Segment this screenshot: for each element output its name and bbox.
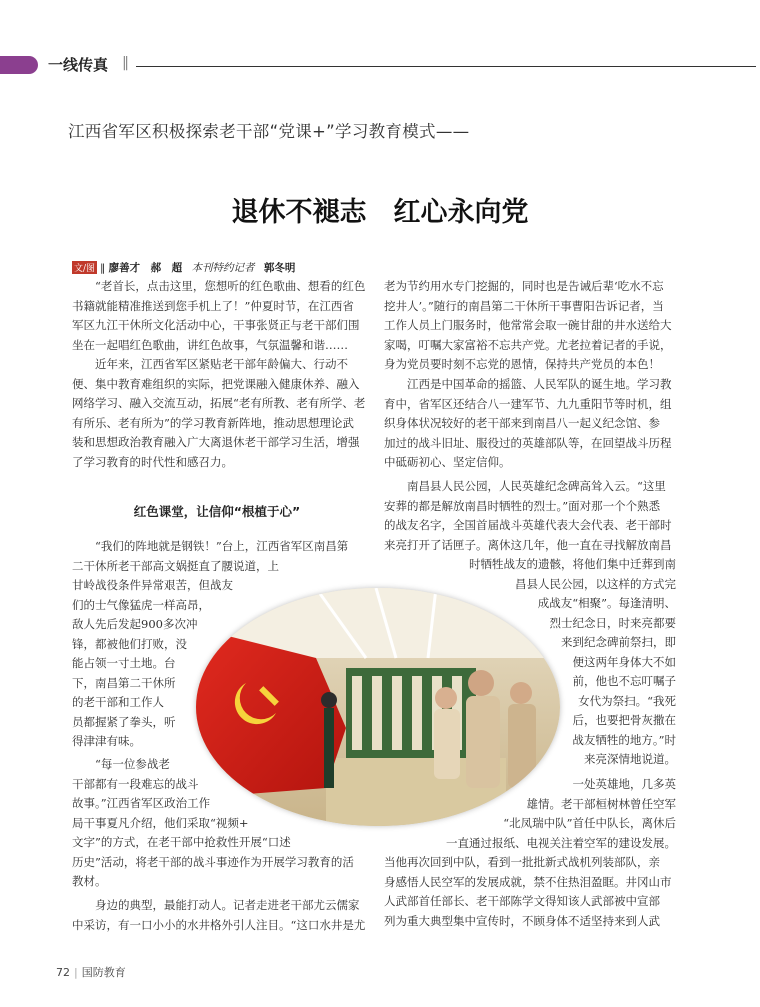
text-line: 坐在一起唱红色歌曲，讲红色故事，气氛温馨和谐…… [72, 337, 348, 352]
text-line: 家喝，叮嘱大家富裕不忘共产党。尤老拉着记者的手说， [384, 337, 672, 352]
text-line: 的战友名字，全国首届战斗英雄代表大会代表、老干部时 [384, 518, 672, 532]
article-subtitle: 江西省军区积极探索老干部“党课+”学习教育模式—— [68, 122, 470, 141]
magazine-name: 国防教育 [81, 966, 126, 979]
text-line: 织身体状况较好的老干部来到南昌八一起义纪念馆、参 [384, 416, 660, 430]
right-paragraph-1 [384, 277, 676, 375]
section-header [0, 52, 760, 78]
header-rule [136, 66, 756, 67]
text-line: 局干事夏凡介绍，他们采取“视频+ [72, 815, 249, 830]
text-line: 身边的典型，最能打动人。记者走进老干部尤云儒家 [72, 898, 360, 912]
text-line: 雄情。老干部桓树林曾任空军 [526, 796, 676, 811]
photo-illustration [196, 588, 560, 826]
text-line: 后，也要把骨灰撒在 [572, 713, 676, 727]
text-line: “我们的阵地就是钢铁！”台上，江西省军区南昌第 [72, 539, 349, 553]
text-line: 教材。 [72, 874, 107, 888]
text-line: 锋，都被他们打败，没 [72, 636, 187, 651]
text-line: 列为重大典型集中宣传时，不顾身体不适坚持来到人武 [384, 913, 660, 928]
text-line: 工作人员上门服务时，他常常会取一碗甘甜的井水送给大 [384, 318, 672, 332]
page-number: 72 [56, 966, 70, 979]
text-line: 来亮深情地说道。 [584, 752, 676, 766]
left-paragraph-2 [72, 355, 364, 472]
text-line: 女代为祭扫。“我死 [578, 693, 676, 708]
section-tab-marker [0, 56, 38, 74]
byline-reporter: 郭冬明 [263, 262, 296, 274]
text-line: 身感悟人民空军的发展成就，禁不住热泪盈眶。井冈山市 [384, 874, 672, 889]
text-line: 故事。”江西省军区政治工作 [72, 796, 211, 810]
text-line: 南昌县人民公园，人民英雄纪念碑高耸入云。“这里 [384, 479, 666, 493]
text-line: 得津津有味。 [72, 734, 141, 748]
text-line: 老为节约用水专门挖掘的，同时也是告诫后辈‘吃水不忘 [384, 279, 664, 293]
byline-badge: 文/图 [72, 261, 97, 274]
text-line: 昌县人民公园，以这样的方式完 [515, 576, 676, 591]
text-line: 战友牺牲的地方。”时 [572, 732, 676, 747]
text-line: “老首长，点击这里，您想听的红色歌曲、想看的红色 [72, 279, 366, 293]
text-line: 二干休所老干部高文娲挺直了腰说道，上 [72, 558, 279, 573]
left-paragraph-1 [72, 277, 364, 355]
text-line: 们的士气像猛虎一样高昂， [72, 597, 210, 612]
text-line: 了学习教育的时代性和感召力。 [72, 454, 233, 469]
text-line: 甘岭战役条件异常艰苦，但战友 [72, 578, 233, 592]
text-line: 干部都有一段难忘的战斗 [72, 776, 199, 791]
byline [72, 260, 295, 275]
text-line: 人武部首任部长、老干部陈学文得知该人武部被中宣部 [384, 894, 660, 908]
text-line: 下，南昌第二干休所 [72, 675, 176, 690]
section-separator: ‖ [122, 55, 129, 71]
text-line: 中砥砺初心、坚定信仰。 [384, 455, 511, 469]
text-line: 的老干部和工作人 [72, 695, 164, 709]
text-line: 时牺牲战友的遗骸，将他们集中迁葬到南 [469, 557, 676, 571]
text-line: 敌人先后发起900多次冲 [72, 617, 198, 631]
text-line: 装和思想政治教育融入广大离退休老干部学习生活，增强 [72, 435, 360, 449]
article-photo [196, 588, 560, 826]
text-line: “每一位参战老 [72, 757, 170, 771]
text-line: 历史”活动，将老干部的战斗事迹作为开展学习教育的活 [72, 854, 354, 869]
text-line: 成战友“相聚”。每逢清明、 [537, 596, 676, 610]
text-line: 军区九江干休所文化活动中心，干事张贤正与老干部们围 [72, 318, 360, 332]
text-line: 来到纪念碑前祭扫，即 [561, 635, 676, 649]
left-paragraph-5 [72, 896, 364, 935]
byline-separator: ‖ [100, 262, 106, 274]
byline-authors: 廖善才 郝 超 [108, 262, 183, 274]
text-line: 当他再次回到中队，看到一批批新式战机列装部队，亲 [384, 855, 660, 869]
text-line: 加过的战斗旧址、服役过的英雄部队等，在回望战斗历程 [384, 435, 672, 450]
text-line: 江西是中国革命的摇篮、人民军队的诞生地。学习教 [384, 377, 672, 391]
text-line: 书籍就能精准推送到您手机上了！”仲夏时节，在江西省 [72, 298, 354, 313]
text-line: 挖井人’。”随行的南昌第二干休所干事曹阳告诉记者，当 [384, 298, 664, 313]
text-line: 网络学习、融入交流互动，拓展“老有所教、老有所学、老 [72, 396, 366, 410]
section-heading: 红色课堂，让信仰“根植于心” [133, 504, 301, 519]
text-line: 员都握紧了拳头，听 [72, 714, 176, 729]
section-label: 一线传真 [48, 56, 109, 74]
text-line: 便、集中教育难组织的实际，把党课融入健康休养、融入 [72, 376, 360, 391]
text-line: 身为党员要时刻不忘党的恩情，保持共产党员的本色！ [384, 357, 660, 371]
text-line: 能占领一寸土地。台 [72, 656, 176, 670]
text-line: 烈士纪念日，时来亮都要 [549, 615, 676, 630]
page-footer [56, 964, 126, 980]
text-line: 来亮打开了话匣子。离休这几年，他一直在寻找解放南昌 [384, 537, 672, 552]
text-line: “北凤瑞中队”首任中队长，离休后 [503, 816, 676, 830]
right-paragraph-2 [384, 375, 676, 473]
text-line: 中采访，有一口小小的水井格外引人注目。“这口水井是尤 [72, 917, 366, 932]
text-line: 便这两年身体大不如 [572, 654, 676, 669]
text-line: 安葬的都是解放南昌时牺牲的烈士。”面对那一个个熟悉 [384, 498, 661, 513]
byline-role: 本刊特约记者 [191, 262, 255, 274]
text-line: 一直通过报纸、电视关注着空军的建设发展。 [446, 835, 676, 850]
text-line: 前，他也不忘叮嘱子 [572, 674, 676, 688]
text-line: 文字”的方式，在老干部中抢救性开展“口述 [72, 835, 291, 849]
text-line: 近年来，江西省军区紧贴老干部年龄偏大、行动不 [72, 357, 348, 371]
article-title: 退休不褪志 红心永向党 [231, 197, 529, 228]
text-line: 有所乐、老有所为”的学习教育新阵地，推动思想理论武 [72, 415, 354, 430]
footer-separator: | [74, 966, 78, 979]
text-line: 育中，省军区还结合八一建军节、九九重阳节等时机，组 [384, 396, 672, 411]
text-line: 一处英雄地，几多英 [549, 777, 676, 791]
